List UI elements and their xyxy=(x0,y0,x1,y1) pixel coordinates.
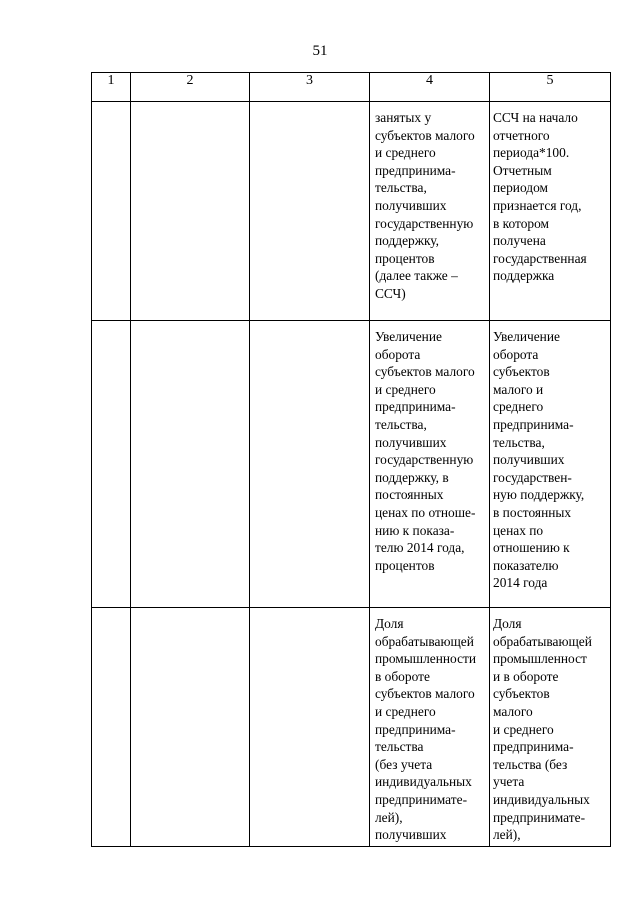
table-cell-col5 xyxy=(490,321,611,608)
table-cell-col2 xyxy=(131,321,250,608)
calculation-text: Увеличение оборота субъектов малого и среднего предпринима- тельства, получивших государствен- ную поддержку, в постоянных ценах по отношению к показателю 2014 года xyxy=(493,329,585,591)
column-header-1: 1 xyxy=(92,73,131,102)
table-cell-col2 xyxy=(131,608,250,847)
indicator-text: Увеличение оборота субъектов малого и среднего предпринима- тельства, получивших государственную поддержку, в постоянных ценах по отноше- нию к показа- телю 2014 года, процентов xyxy=(375,329,476,573)
table-cell-col3 xyxy=(250,608,370,847)
table-cell-col1 xyxy=(92,608,131,847)
page-number: 51 xyxy=(312,43,328,59)
table-cell-col2 xyxy=(131,102,250,321)
calculation-text: ССЧ на начало отчетного периода*100. Отчетным периодом признается год, в котором получена государственная поддержка xyxy=(493,110,587,284)
column-header-4: 4 xyxy=(370,73,490,102)
table-cell-col1 xyxy=(92,321,131,608)
data-table xyxy=(91,72,611,847)
table-cell-col5 xyxy=(490,102,611,321)
table-cell-col4 xyxy=(370,102,490,321)
table-cell-col5 xyxy=(490,608,611,847)
table-row xyxy=(92,321,611,608)
table-cell-col3 xyxy=(250,321,370,608)
table-header-row xyxy=(92,73,611,102)
indicator-text: Доля обрабатывающей промышленности в обороте субъектов малого и среднего предпринима- тельства (без учета индивидуальных предпринимате- лей), получивших xyxy=(375,616,477,843)
table-cell-col1 xyxy=(92,102,131,321)
table-row xyxy=(92,102,611,321)
table-cell-col4 xyxy=(370,321,490,608)
table-row xyxy=(92,608,611,847)
column-header-5: 5 xyxy=(490,73,611,102)
calculation-text: Доля обрабатывающей промышленност и в обороте субъектов малого и среднего предпринима- тельства (без учета индивидуальных предпринимате- лей), xyxy=(493,616,592,843)
table-cell-col3 xyxy=(250,102,370,321)
column-header-3: 3 xyxy=(250,73,370,102)
table-cell-col4 xyxy=(370,608,490,847)
column-header-2: 2 xyxy=(131,73,250,102)
indicator-text: занятых у субъектов малого и среднего предпринима- тельства, получивших государственную поддержку, процентов (далее также – ССЧ) xyxy=(375,110,475,301)
